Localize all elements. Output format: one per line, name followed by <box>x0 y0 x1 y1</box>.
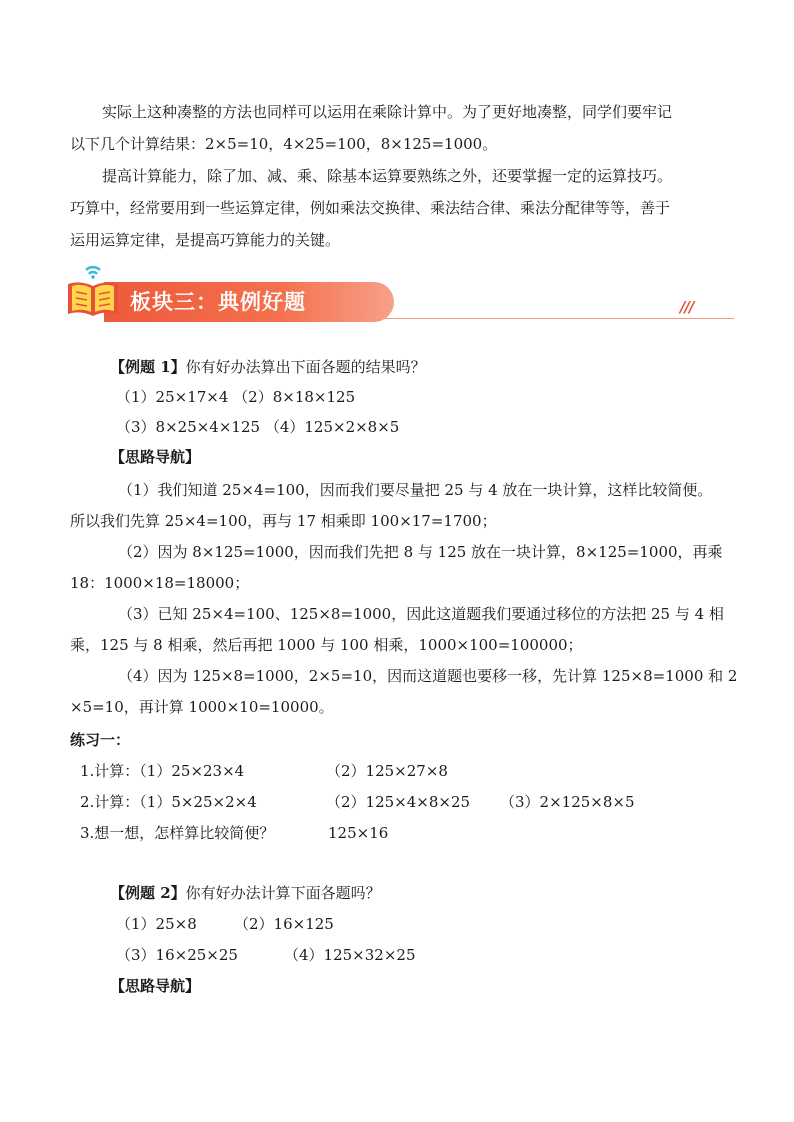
example-2-question: 你有好办法计算下面各题吗？ <box>185 884 381 902</box>
practice-label: 练习一： <box>70 731 131 749</box>
example-2-label: 【例题 2】 <box>110 884 186 902</box>
example-1-solution-1-line-1: （1）我们知道 25×4=100，因而我们要尽量把 25 与 4 放在一块计算，这样比较简便。 <box>118 481 713 499</box>
practice-q2-part-2: （2）125×4×8×25 <box>326 793 471 811</box>
example-1-problems-row-2: （3）8×25×4×125 （4）125×2×8×5 <box>116 418 400 436</box>
example-1-solution-2-line-1: （2）因为 8×125=1000，因而我们先把 8 与 125 放在一块计算，8×125=1000，再乘 <box>118 543 723 561</box>
example-1-solution-2-line-2: 18：1000×18=18000； <box>70 574 250 592</box>
example-1-label: 【例题 1】 <box>110 358 186 376</box>
section-title: 板块三：典例好题 <box>130 289 306 314</box>
example-2-problem-1: （1）25×8 <box>116 915 197 933</box>
example-1-question: 你有好办法算出下面各题的结果吗？ <box>185 358 426 376</box>
example-2-problem-3: （3）16×25×25 <box>116 946 238 964</box>
practice-q1-part-2: （2）125×27×8 <box>326 762 448 780</box>
section-divider <box>364 318 734 319</box>
example-1-problems-row-1: （1）25×17×4 （2）8×18×125 <box>116 388 356 406</box>
intro-paragraph-2-line-1: 提高计算能力，除了加、减、乘、除基本运算要熟练之外，还要掌握一定的运算技巧。 <box>102 167 673 185</box>
practice-q1-part-1: 1.计算：（1）25×23×4 <box>80 762 245 780</box>
practice-q2-part-1: 2.计算：（1）5×25×2×4 <box>80 793 257 811</box>
example-1-solution-4-line-1: （4）因为 125×8=1000，2×5=10，因而这道题也要移一移，先计算 125×8=1000 和 2 <box>118 667 738 685</box>
example-1-solution-1-line-2: 所以我们先算 25×4=100，再与 17 相乘即 100×17=1700； <box>70 512 497 530</box>
example-2-heading <box>110 883 381 903</box>
open-book-with-signal-icon <box>64 262 122 324</box>
section-slashes: /// <box>680 298 694 316</box>
practice-q3-expression: 125×16 <box>328 824 389 842</box>
example-1-solution-3-line-2: 乘，125 与 8 相乘，然后再把 1000 与 100 相乘，1000×100=100000； <box>70 636 583 654</box>
example-1-solution-3-line-1: （3）已知 25×4=100、125×8=1000，因此这道题我们要通过移位的方法把 25 与 4 相 <box>118 605 724 623</box>
section-banner <box>64 262 704 326</box>
example-1-guide-label: 【思路导航】 <box>110 448 201 466</box>
example-2-guide-label: 【思路导航】 <box>110 977 201 995</box>
intro-paragraph-2-line-2: 巧算中，经常要用到一些运算定律，例如乘法交换律、乘法结合律、乘法分配律等等，善于 <box>70 199 671 217</box>
example-1-heading <box>110 357 426 377</box>
example-2-problem-4: （4）125×32×25 <box>284 946 416 964</box>
intro-paragraph-1-line-2: 以下几个计算结果：2×5=10，4×25=100，8×125=1000。 <box>70 135 498 153</box>
practice-q2-part-3: （3）2×125×8×5 <box>500 793 635 811</box>
intro-paragraph-1-line-1: 实际上这种凑整的方法也同样可以运用在乘除计算中。为了更好地凑整，同学们要牢记 <box>102 103 673 121</box>
example-2-problem-2: （2）16×125 <box>234 915 334 933</box>
practice-q3-prompt: 3.想一想，怎样算比较简便？ <box>80 824 275 842</box>
example-1-solution-4-line-2: ×5=10，再计算 1000×10=10000。 <box>70 698 334 716</box>
intro-paragraph-2-line-3: 运用运算定律，是提高巧算能力的关键。 <box>70 231 341 249</box>
